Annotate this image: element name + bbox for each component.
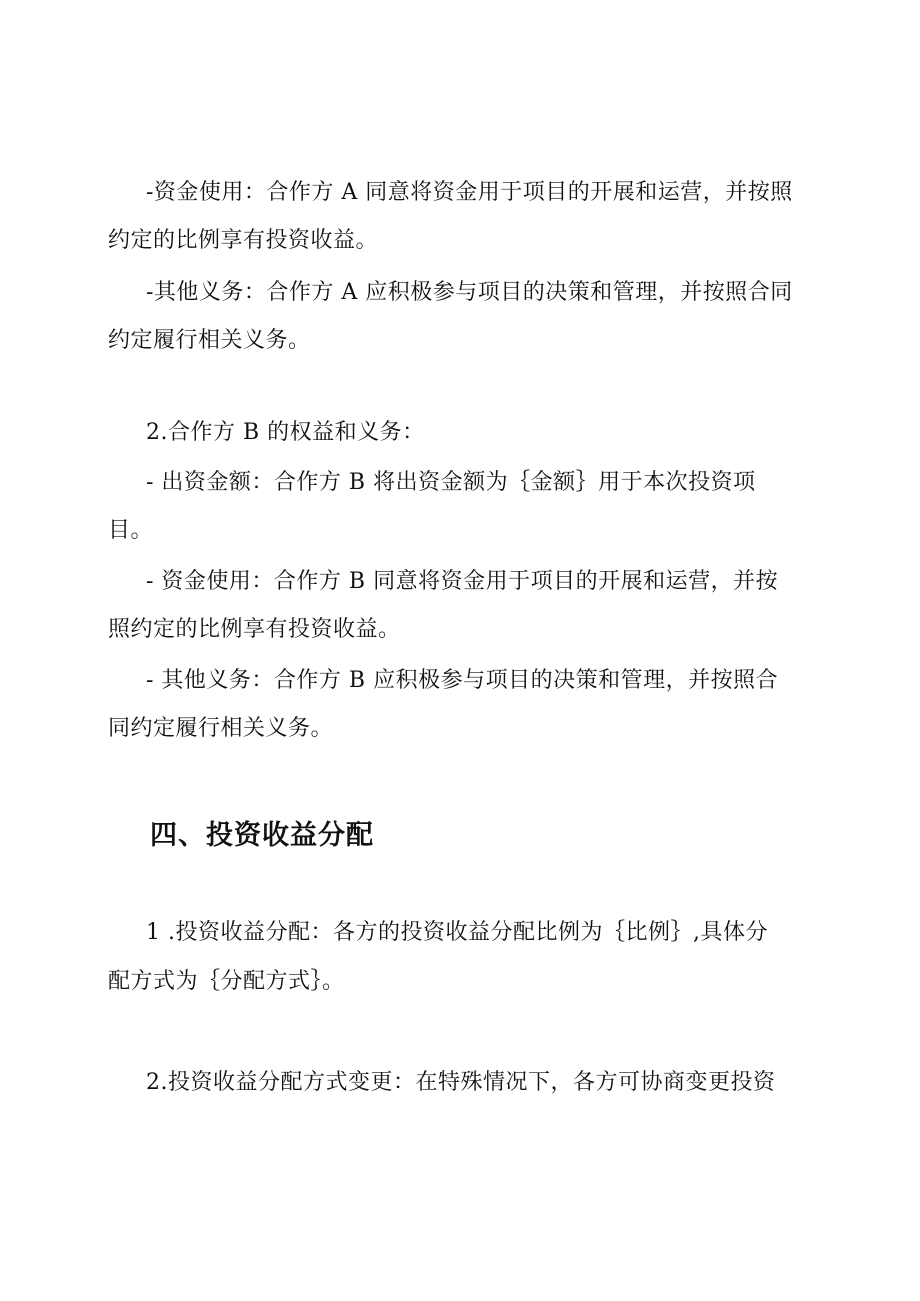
a-other-duties-line-1: -其他义务：合作方 A 应积极参与项目的决策和管理，并按照合同	[146, 280, 793, 305]
b-fund-use-line-2: 照约定的比例享有投资收益。	[108, 617, 401, 642]
profit-distribution-line-2: 配方式为｛分配方式｝。	[108, 969, 345, 994]
b-other-duties-line-2: 同约定履行相关义务。	[108, 716, 334, 741]
b-amount-line-2: 目。	[108, 518, 154, 543]
section-four-heading: 四、投资收益分配	[150, 820, 374, 851]
a-other-duties-line-2: 约定履行相关义务。	[108, 328, 311, 353]
b-fund-use-line-1: - 资金使用：合作方 B 同意将资金用于项目的开展和运营，并按	[146, 569, 779, 594]
b-other-duties-line-1: - 其他义务：合作方 B 应积极参与项目的决策和管理，并按照合	[146, 668, 779, 693]
distribution-change-line-1: 2.投资收益分配方式变更：在特殊情况下，各方可协商变更投资	[146, 1070, 776, 1095]
a-fund-use-line-1: -资金使用：合作方 A 同意将资金用于项目的开展和运营，并按照	[146, 180, 793, 205]
b-amount-line-1: - 出资金额：合作方 B 将出资金额为｛金额｝用于本次投资项	[146, 470, 756, 495]
profit-distribution-line-1: 1 .投资收益分配：各方的投资收益分配比例为｛比例｝,具体分	[146, 920, 768, 945]
a-fund-use-line-2: 约定的比例享有投资收益。	[108, 228, 379, 253]
b-section-title: 2.合作方 B 的权益和义务：	[146, 420, 425, 445]
